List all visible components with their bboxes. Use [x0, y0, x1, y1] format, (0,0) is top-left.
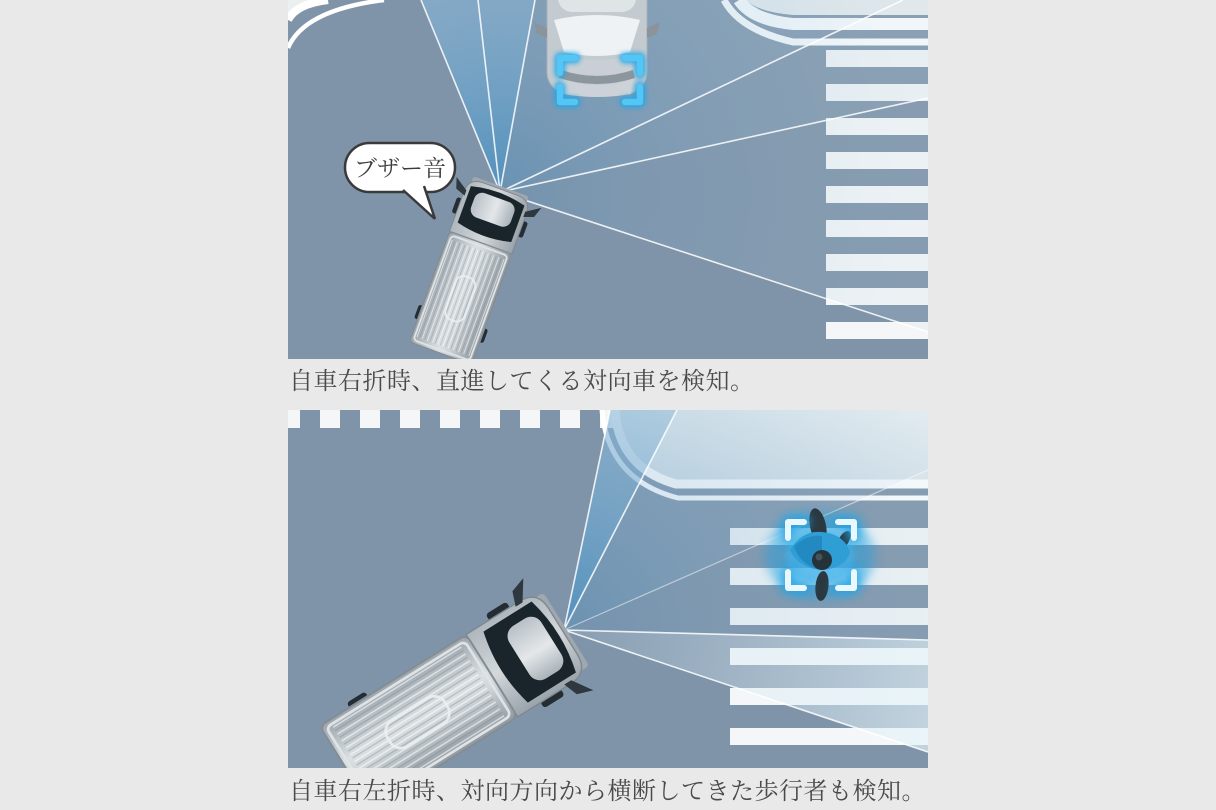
buzzer-label: ブザー音	[354, 155, 446, 181]
panel2-caption: 自車右左折時、対向方向から横断してきた歩行者も検知。	[289, 778, 926, 805]
panel1-illustration	[288, 0, 928, 359]
panel1-caption: 自車右折時、直進してくる対向車を検知。	[289, 368, 755, 395]
panel2-illustration	[288, 410, 928, 768]
crosswalk-top	[288, 410, 620, 428]
